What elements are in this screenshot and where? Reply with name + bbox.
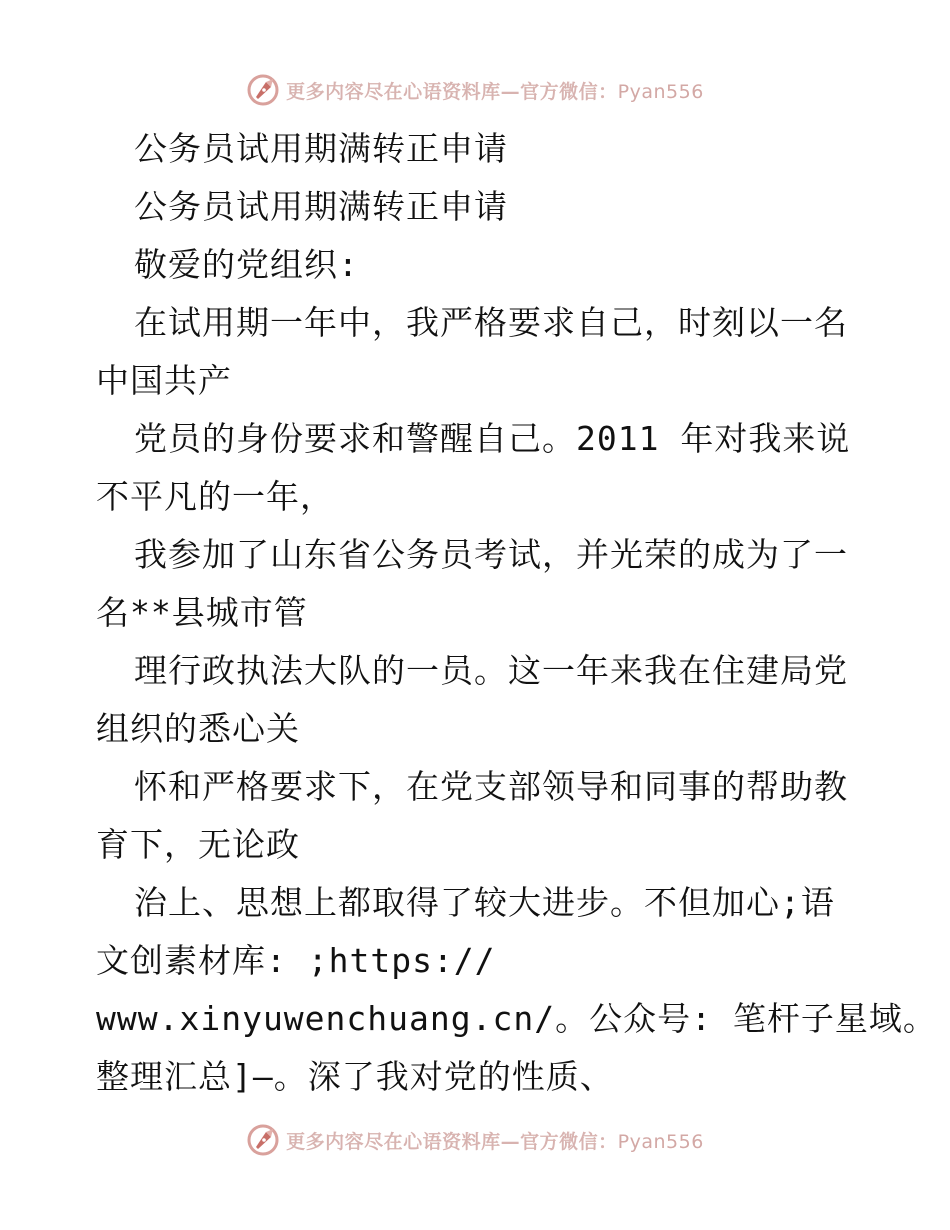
watermark-text: 更多内容尽在心语资料库—官方微信：Pyan556	[286, 80, 704, 103]
doc-line: 在试用期一年中，我严格要求自己，时刻以一名	[134, 303, 848, 342]
doc-line: 怀和严格要求下，在党支部领导和同事的帮助教	[134, 767, 848, 806]
doc-line: 理行政执法大队的一员。这一年来我在住建局党	[134, 651, 848, 690]
doc-line: 不平凡的一年，	[96, 477, 334, 516]
doc-line: 文创素材库: ;https://	[96, 941, 496, 980]
watermark-text: 更多内容尽在心语资料库—官方微信：Pyan556	[286, 1130, 704, 1153]
pen-nib-circle-icon	[246, 73, 280, 107]
header-watermark	[0, 70, 950, 110]
doc-line: 整理汇总]—。深了我对党的性质、	[96, 1057, 614, 1096]
doc-line: 敬爱的党组织:	[134, 245, 359, 284]
doc-line: 组织的悉心关	[96, 709, 300, 748]
doc-line: 公务员试用期满转正申请	[134, 187, 508, 226]
doc-line: 公务员试用期满转正申请	[134, 129, 508, 168]
doc-line: 党员的身份要求和警醒自己。2011 年对我来说	[134, 419, 851, 458]
doc-line: 我参加了山东省公务员考试，并光荣的成为了一	[134, 535, 848, 574]
doc-line: 治上、思想上都取得了较大进步。不但加心;语	[134, 883, 835, 922]
doc-line: 名**县城市管	[96, 593, 308, 632]
doc-line: 中国共产	[96, 361, 232, 400]
doc-line: 育下，无论政	[96, 825, 300, 864]
doc-line: www.xinyuwenchuang.cn/。公众号: 笔杆子星域。	[96, 999, 937, 1038]
pen-nib-circle-icon	[246, 1123, 280, 1157]
document-body	[96, 120, 937, 1106]
footer-watermark	[0, 1120, 950, 1160]
